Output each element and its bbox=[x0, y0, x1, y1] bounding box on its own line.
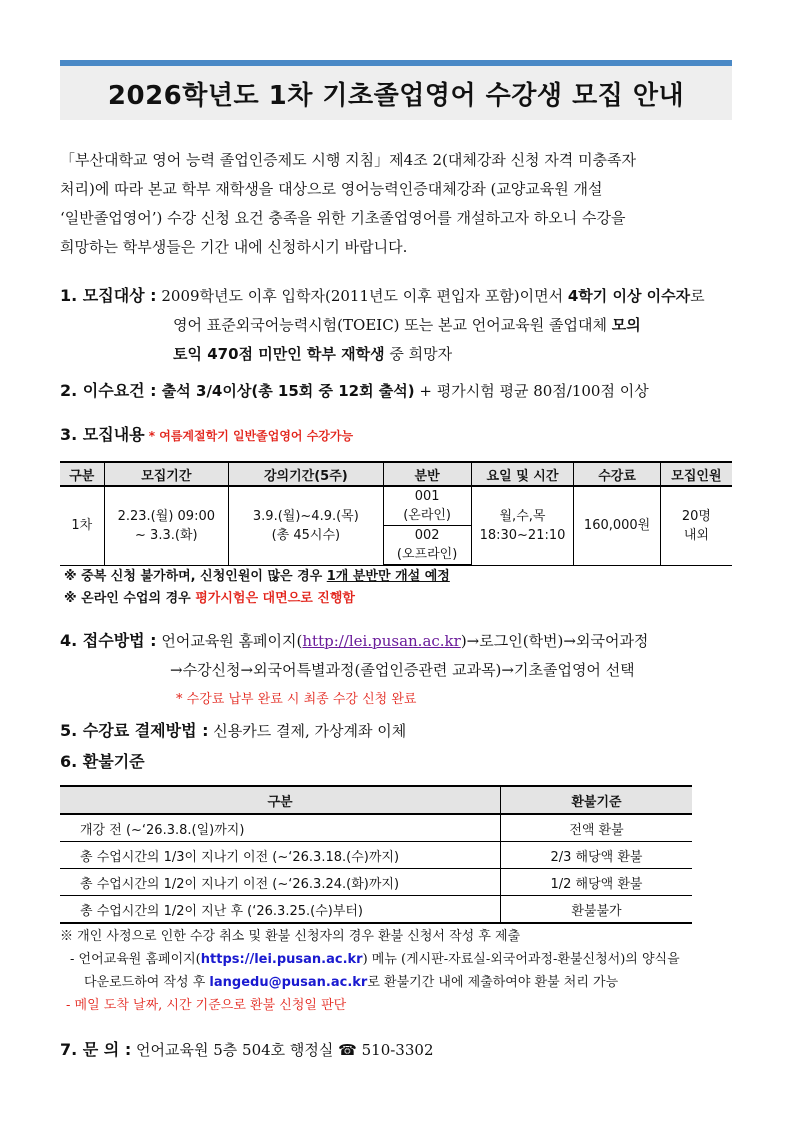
requirement-text: + 평가시험 평균 80점/100점 이상 bbox=[414, 382, 649, 400]
table-header: 구분 bbox=[60, 462, 104, 486]
table-header: 모집인원 bbox=[660, 462, 732, 486]
section-refund bbox=[60, 747, 145, 777]
intro-line: 「부산대학교 영어 능력 졸업인증제도 시행 지침」제4조 2(대체강좌 신청 자격 미충족자 bbox=[60, 151, 637, 169]
table-notes bbox=[64, 566, 450, 610]
section-type: (오프라인) bbox=[396, 547, 458, 562]
note-underline: 1개 분반만 개설 예정 bbox=[326, 569, 450, 584]
phone-icon: ☎ bbox=[338, 1041, 357, 1059]
section-heading: 3. 모집내용 bbox=[60, 425, 145, 444]
section-target bbox=[60, 281, 734, 369]
fee-cell: 160,000원 bbox=[574, 486, 660, 565]
section-heading: 1. 모집대상 : bbox=[60, 286, 157, 305]
table-header: 분반 bbox=[383, 462, 471, 486]
lecture-line: (총 45시수) bbox=[271, 527, 341, 543]
section-type: (온라인) bbox=[403, 508, 452, 523]
intro-line: 희망하는 학부생들은 기간 내에 신청하시기 바랍니다. bbox=[60, 238, 408, 256]
refund-note-text: - 언어교육원 홈페이지( bbox=[70, 952, 201, 967]
target-bold: 모의 bbox=[611, 316, 641, 334]
section-heading: 7. 문 의 : bbox=[60, 1040, 132, 1059]
contact-text: 언어교육원 5층 504호 행정실 bbox=[131, 1041, 339, 1059]
summer-note: * 여름계절학기 일반졸업영어 수강가능 bbox=[144, 429, 354, 443]
target-bold: 토익 470점 미만인 학부 재학생 bbox=[173, 345, 385, 363]
lecture-line: 3.9.(월)~4.9.(목) bbox=[252, 508, 359, 524]
table-row bbox=[60, 814, 692, 842]
period-line: ~ 3.3.(화) bbox=[135, 527, 198, 543]
refund-rule: 환불불가 bbox=[501, 896, 693, 924]
schedule-days: 월,수,목 bbox=[499, 508, 546, 524]
table-header: 요일 및 시간 bbox=[471, 462, 574, 486]
table-row bbox=[60, 842, 692, 869]
payment-note: * 수강료 납부 완료 시 최종 수강 신청 완료 bbox=[176, 692, 417, 707]
round-cell: 1차 bbox=[60, 486, 104, 565]
period-cell bbox=[104, 486, 229, 565]
email-link[interactable]: langedu@pusan.ac.kr bbox=[209, 975, 368, 990]
target-bold: 4학기 이상 이수자 bbox=[567, 287, 691, 305]
homepage-link[interactable]: http://lei.pusan.ac.kr bbox=[302, 632, 461, 650]
title-box bbox=[60, 60, 732, 120]
refund-note-text: 다운로드하여 작성 후 bbox=[84, 975, 210, 990]
intro-line: 처리)에 따라 본교 학부 재학생을 대상으로 영어능력인증대체강좌 (교양교육원 개설 bbox=[60, 180, 603, 198]
section-application bbox=[60, 626, 750, 714]
target-text: 2009학년도 이후 입학자(2011년도 이후 편입자 포함)이면서 bbox=[161, 287, 568, 305]
target-text: 중 희망자 bbox=[384, 345, 453, 363]
table-header: 환불기준 bbox=[501, 786, 693, 814]
refund-period: 총 수업시간의 1/2이 지나기 이전 (~‘26.3.24.(화)까지) bbox=[60, 869, 501, 896]
table-row bbox=[60, 869, 692, 896]
refund-note-red: - 메일 도착 날짜, 시간 기준으로 환불 신청일 판단 bbox=[66, 998, 347, 1013]
refund-period: 총 수업시간의 1/3이 지나기 이전 (~‘26.3.18.(수)까지) bbox=[60, 842, 501, 869]
table-header: 수강료 bbox=[574, 462, 660, 486]
capacity-line: 20명 bbox=[681, 508, 711, 524]
application-text: 언어교육원 홈페이지( bbox=[156, 632, 303, 650]
lecture-cell bbox=[229, 486, 383, 565]
note-text: ※ 중복 신청 불가하며, 신청인원이 많은 경우 bbox=[64, 569, 327, 584]
schedule-cell bbox=[471, 486, 574, 565]
capacity-line: 내외 bbox=[683, 527, 709, 543]
refund-note: ※ 개인 사정으로 인한 수강 취소 및 환불 신청자의 경우 환불 신청서 작성 후 제출 bbox=[60, 929, 521, 944]
application-text: →수강신청→외국어특별과정(졸업인증관련 교과목)→기초졸업영어 선택 bbox=[170, 661, 635, 679]
payment-text: 신용카드 결제, 가상계좌 이체 bbox=[208, 722, 407, 740]
period-line: 2.23.(월) 09:00 bbox=[117, 508, 215, 524]
table-header: 모집기간 bbox=[104, 462, 229, 486]
table-row bbox=[60, 896, 692, 924]
note-text: ※ 온라인 수업의 경우 bbox=[64, 591, 196, 606]
section-heading: 4. 접수방법 : bbox=[60, 631, 157, 650]
section-requirements bbox=[60, 376, 649, 406]
refund-note-text: ) 메뉴 (게시판-자료실-외국어과정-환불신청서)의 양식을 bbox=[362, 952, 680, 967]
requirement-bold: 출석 3/4이상(총 15회 중 12회 출석) bbox=[156, 382, 415, 400]
table-header: 구분 bbox=[60, 786, 501, 814]
refund-table bbox=[60, 785, 692, 924]
section-cell-online bbox=[383, 486, 471, 526]
section-code: 001 bbox=[414, 489, 440, 504]
refund-notes bbox=[60, 925, 680, 1017]
refund-rule: 전액 환불 bbox=[501, 814, 693, 842]
refund-rule: 2/3 해당액 환불 bbox=[501, 842, 693, 869]
section-cell-offline bbox=[383, 526, 471, 566]
refund-period: 총 수업시간의 1/2이 지난 후 (‘26.3.25.(수)부터) bbox=[60, 896, 501, 924]
refund-homepage-link[interactable]: https://lei.pusan.ac.kr bbox=[200, 952, 363, 967]
section-payment bbox=[60, 716, 406, 746]
schedule-time: 18:30~21:10 bbox=[479, 527, 566, 543]
target-text: 로 bbox=[690, 287, 705, 305]
section-heading: 5. 수강료 결제방법 : bbox=[60, 721, 209, 740]
intro-paragraph bbox=[60, 146, 734, 262]
contact-phone: 510-3302 bbox=[356, 1041, 434, 1059]
note-red: 평가시험은 대면으로 진행함 bbox=[195, 591, 355, 606]
refund-rule: 1/2 해당액 환불 bbox=[501, 869, 693, 896]
recruitment-table bbox=[60, 461, 732, 566]
refund-note-text: 로 환불기간 내에 제출하여야 환불 처리 가능 bbox=[367, 975, 619, 990]
section-heading: 6. 환불기준 bbox=[60, 752, 145, 771]
section-details bbox=[60, 420, 353, 451]
refund-period: 개강 전 (~‘26.3.8.(일)까지) bbox=[60, 814, 501, 842]
capacity-cell bbox=[660, 486, 732, 565]
section-contact bbox=[60, 1035, 433, 1065]
target-text: 영어 표준외국어능력시험(TOEIC) 또는 본교 언어교육원 졸업대체 bbox=[173, 316, 612, 334]
application-text: )→로그인(학번)→외국어과정 bbox=[460, 632, 649, 650]
section-heading: 2. 이수요건 : bbox=[60, 381, 157, 400]
table-header: 강의기간(5주) bbox=[229, 462, 383, 486]
section-code: 002 bbox=[414, 528, 440, 543]
page-title: 2026학년도 1차 기초졸업영어 수강생 모집 안내 bbox=[107, 80, 685, 111]
intro-line: ‘일반졸업영어’) 수강 신청 요건 충족을 위한 기초졸업영어를 개설하고자 하오니 수강을 bbox=[60, 209, 626, 227]
